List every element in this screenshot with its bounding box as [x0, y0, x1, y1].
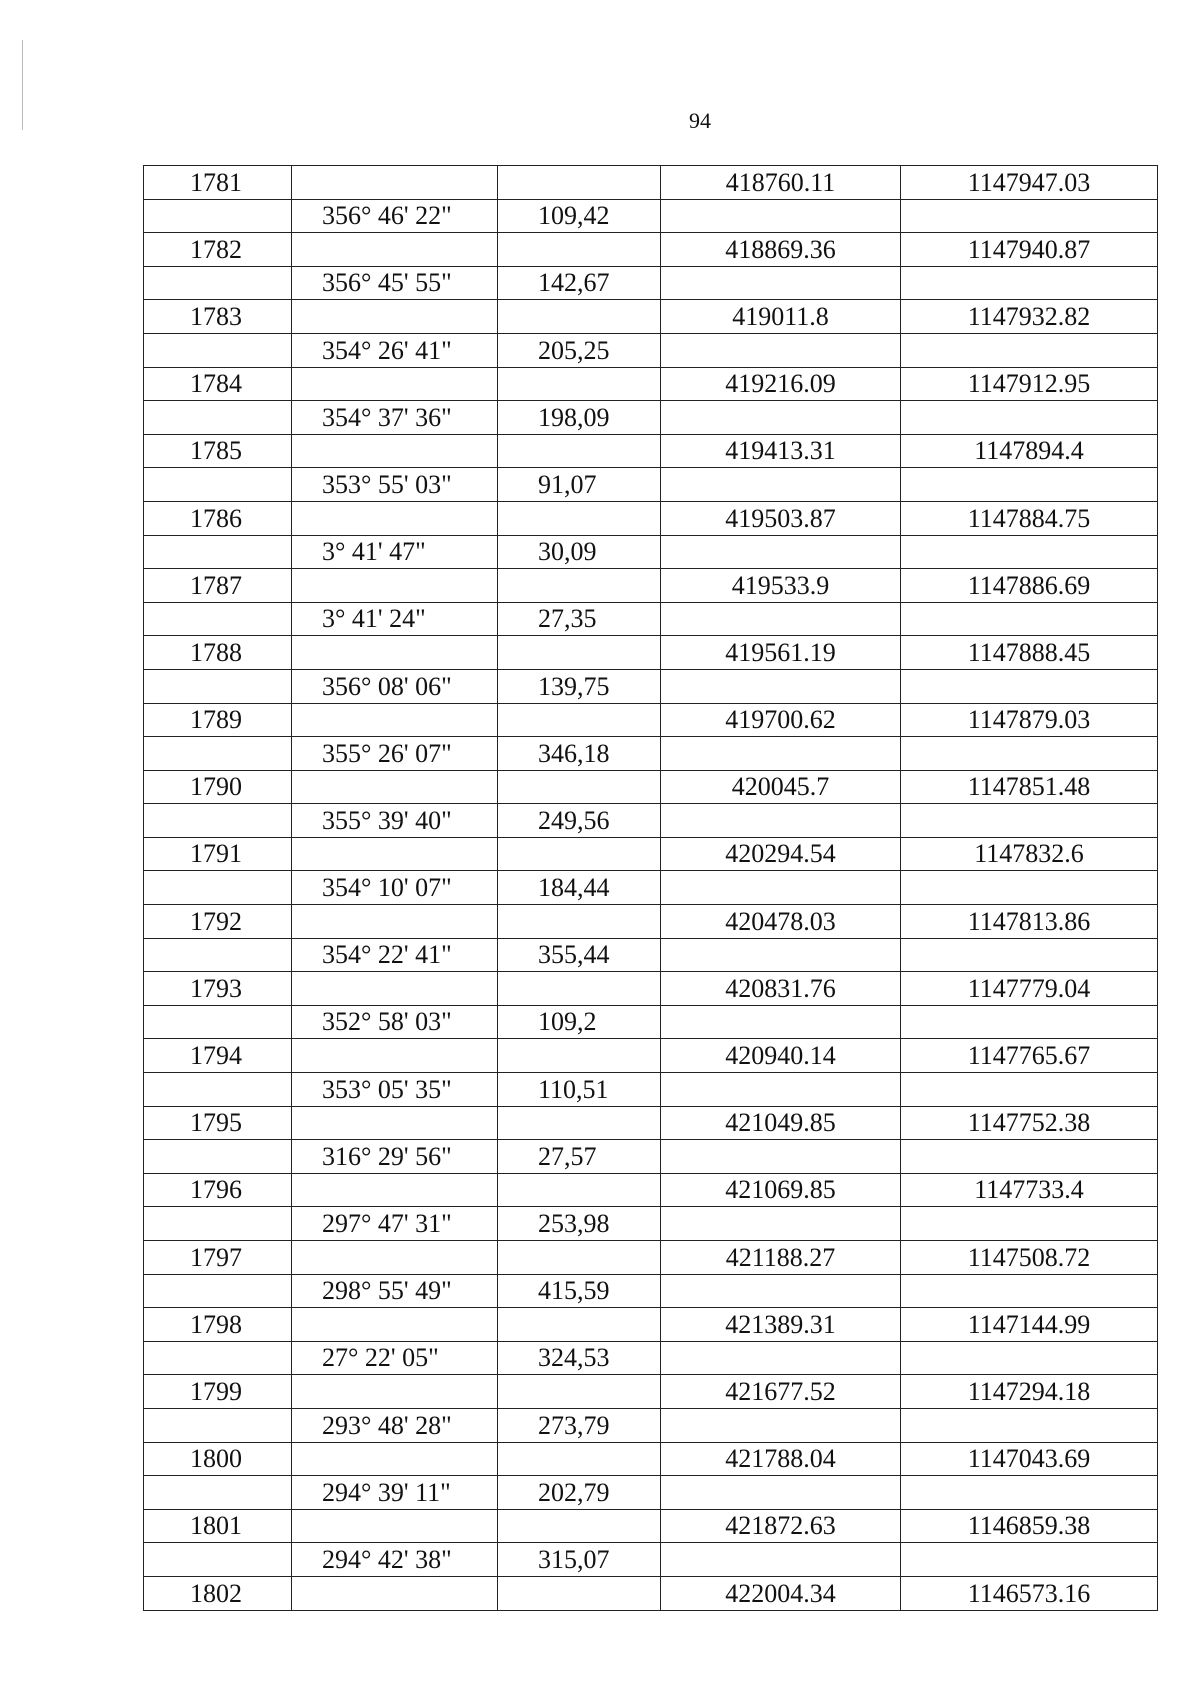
- x-coordinate-cell: 421788.04: [661, 1442, 901, 1476]
- distance-cell: 139,75: [498, 669, 661, 703]
- point-number-cell: 1793: [144, 972, 292, 1006]
- x-coordinate-cell: [661, 737, 901, 771]
- distance-cell: [498, 166, 661, 200]
- x-coordinate-cell: 419700.62: [661, 703, 901, 737]
- table-row: [144, 1241, 1158, 1275]
- distance-cell: [498, 1173, 661, 1207]
- y-coordinate-cell: [901, 1408, 1158, 1442]
- y-coordinate-cell: 1147733.4: [901, 1173, 1158, 1207]
- distance-cell: [498, 434, 661, 468]
- table-row: [144, 1375, 1158, 1409]
- direction-angle-cell: 353° 55' 03": [292, 468, 498, 502]
- point-number-cell: 1801: [144, 1509, 292, 1543]
- distance-cell: [498, 1442, 661, 1476]
- distance-cell: [498, 1308, 661, 1342]
- direction-angle-cell: 294° 39' 11": [292, 1476, 498, 1510]
- point-number-cell: [144, 1073, 292, 1107]
- table-row: [144, 1039, 1158, 1073]
- direction-angle-cell: [292, 1308, 498, 1342]
- table-row: [144, 1173, 1158, 1207]
- y-coordinate-cell: 1146573.16: [901, 1576, 1158, 1610]
- point-number-cell: [144, 669, 292, 703]
- direction-angle-cell: 293° 48' 28": [292, 1408, 498, 1442]
- point-number-cell: 1796: [144, 1173, 292, 1207]
- y-coordinate-cell: 1147813.86: [901, 905, 1158, 939]
- x-coordinate-cell: 420940.14: [661, 1039, 901, 1073]
- direction-angle-cell: 354° 26' 41": [292, 333, 498, 367]
- point-number-cell: [144, 1341, 292, 1375]
- x-coordinate-cell: [661, 333, 901, 367]
- x-coordinate-cell: 421049.85: [661, 1106, 901, 1140]
- point-number-cell: 1797: [144, 1241, 292, 1275]
- direction-angle-cell: 356° 08' 06": [292, 669, 498, 703]
- distance-cell: 109,2: [498, 1005, 661, 1039]
- x-coordinate-cell: 421872.63: [661, 1509, 901, 1543]
- point-number-cell: 1784: [144, 367, 292, 401]
- y-coordinate-cell: [901, 669, 1158, 703]
- y-coordinate-cell: [901, 1073, 1158, 1107]
- x-coordinate-cell: 419561.19: [661, 636, 901, 670]
- x-coordinate-cell: [661, 266, 901, 300]
- point-number-cell: [144, 1005, 292, 1039]
- y-coordinate-cell: [901, 1005, 1158, 1039]
- distance-cell: [498, 1106, 661, 1140]
- distance-cell: 27,35: [498, 602, 661, 636]
- table-body: [144, 166, 1158, 1611]
- table-row: [144, 569, 1158, 603]
- direction-angle-cell: [292, 434, 498, 468]
- y-coordinate-cell: 1147912.95: [901, 367, 1158, 401]
- table-row: [144, 871, 1158, 905]
- y-coordinate-cell: 1147043.69: [901, 1442, 1158, 1476]
- point-number-cell: 1802: [144, 1576, 292, 1610]
- y-coordinate-cell: [901, 1341, 1158, 1375]
- table-row: [144, 333, 1158, 367]
- y-coordinate-cell: [901, 804, 1158, 838]
- x-coordinate-cell: 420294.54: [661, 837, 901, 871]
- point-number-cell: 1798: [144, 1308, 292, 1342]
- point-number-cell: [144, 1476, 292, 1510]
- distance-cell: 324,53: [498, 1341, 661, 1375]
- x-coordinate-cell: 420045.7: [661, 770, 901, 804]
- table-row: [144, 972, 1158, 1006]
- table-row: [144, 434, 1158, 468]
- table-row: [144, 703, 1158, 737]
- distance-cell: 184,44: [498, 871, 661, 905]
- table-row: [144, 1476, 1158, 1510]
- distance-cell: [498, 501, 661, 535]
- distance-cell: 142,67: [498, 266, 661, 300]
- table-row: [144, 602, 1158, 636]
- x-coordinate-cell: 421069.85: [661, 1173, 901, 1207]
- direction-angle-cell: [292, 1375, 498, 1409]
- point-number-cell: [144, 1543, 292, 1577]
- direction-angle-cell: [292, 1442, 498, 1476]
- point-number-cell: 1790: [144, 770, 292, 804]
- table-row: [144, 1341, 1158, 1375]
- direction-angle-cell: 356° 46' 22": [292, 199, 498, 233]
- point-number-cell: [144, 266, 292, 300]
- distance-cell: [498, 233, 661, 267]
- y-coordinate-cell: [901, 938, 1158, 972]
- point-number-cell: [144, 535, 292, 569]
- point-number-cell: 1786: [144, 501, 292, 535]
- table-row: [144, 1274, 1158, 1308]
- point-number-cell: 1788: [144, 636, 292, 670]
- table-row: [144, 266, 1158, 300]
- table-row: [144, 905, 1158, 939]
- point-number-cell: [144, 333, 292, 367]
- distance-cell: [498, 367, 661, 401]
- point-number-cell: [144, 602, 292, 636]
- direction-angle-cell: 3° 41' 47": [292, 535, 498, 569]
- x-coordinate-cell: [661, 1274, 901, 1308]
- table-row: [144, 199, 1158, 233]
- direction-angle-cell: [292, 1241, 498, 1275]
- x-coordinate-cell: 421677.52: [661, 1375, 901, 1409]
- y-coordinate-cell: 1147144.99: [901, 1308, 1158, 1342]
- x-coordinate-cell: [661, 1140, 901, 1174]
- distance-cell: [498, 703, 661, 737]
- direction-angle-cell: 316° 29' 56": [292, 1140, 498, 1174]
- distance-cell: 30,09: [498, 535, 661, 569]
- y-coordinate-cell: 1147851.48: [901, 770, 1158, 804]
- y-coordinate-cell: [901, 1476, 1158, 1510]
- direction-angle-cell: 352° 58' 03": [292, 1005, 498, 1039]
- table-row: [144, 501, 1158, 535]
- y-coordinate-cell: [901, 602, 1158, 636]
- x-coordinate-cell: 419503.87: [661, 501, 901, 535]
- point-number-cell: 1800: [144, 1442, 292, 1476]
- y-coordinate-cell: [901, 871, 1158, 905]
- direction-angle-cell: [292, 636, 498, 670]
- point-number-cell: [144, 1408, 292, 1442]
- distance-cell: [498, 1241, 661, 1275]
- x-coordinate-cell: 421389.31: [661, 1308, 901, 1342]
- point-number-cell: 1789: [144, 703, 292, 737]
- table-row: [144, 233, 1158, 267]
- distance-cell: 27,57: [498, 1140, 661, 1174]
- table-row: [144, 1543, 1158, 1577]
- x-coordinate-cell: 419216.09: [661, 367, 901, 401]
- direction-angle-cell: 355° 39' 40": [292, 804, 498, 838]
- distance-cell: [498, 770, 661, 804]
- distance-cell: [498, 905, 661, 939]
- y-coordinate-cell: 1147294.18: [901, 1375, 1158, 1409]
- x-coordinate-cell: [661, 871, 901, 905]
- table-row: [144, 1576, 1158, 1610]
- distance-cell: [498, 1039, 661, 1073]
- direction-angle-cell: [292, 1509, 498, 1543]
- table-row: [144, 938, 1158, 972]
- table-row: [144, 1073, 1158, 1107]
- point-number-cell: [144, 804, 292, 838]
- table-row: [144, 636, 1158, 670]
- x-coordinate-cell: [661, 1408, 901, 1442]
- x-coordinate-cell: [661, 1207, 901, 1241]
- y-coordinate-cell: 1147894.4: [901, 434, 1158, 468]
- distance-cell: 273,79: [498, 1408, 661, 1442]
- point-number-cell: [144, 737, 292, 771]
- table-row: [144, 837, 1158, 871]
- point-number-cell: 1791: [144, 837, 292, 871]
- direction-angle-cell: 27° 22' 05": [292, 1341, 498, 1375]
- x-coordinate-cell: [661, 669, 901, 703]
- table-row: [144, 1408, 1158, 1442]
- direction-angle-cell: 3° 41' 24": [292, 602, 498, 636]
- y-coordinate-cell: 1146859.38: [901, 1509, 1158, 1543]
- distance-cell: 110,51: [498, 1073, 661, 1107]
- y-coordinate-cell: [901, 1140, 1158, 1174]
- y-coordinate-cell: [901, 199, 1158, 233]
- y-coordinate-cell: 1147879.03: [901, 703, 1158, 737]
- distance-cell: 109,42: [498, 199, 661, 233]
- direction-angle-cell: [292, 300, 498, 334]
- direction-angle-cell: [292, 1173, 498, 1207]
- point-number-cell: [144, 1140, 292, 1174]
- x-coordinate-cell: [661, 1073, 901, 1107]
- distance-cell: 415,59: [498, 1274, 661, 1308]
- y-coordinate-cell: 1147888.45: [901, 636, 1158, 670]
- direction-angle-cell: [292, 770, 498, 804]
- y-coordinate-cell: [901, 535, 1158, 569]
- point-number-cell: [144, 468, 292, 502]
- x-coordinate-cell: 419413.31: [661, 434, 901, 468]
- y-coordinate-cell: [901, 737, 1158, 771]
- direction-angle-cell: [292, 166, 498, 200]
- distance-cell: 355,44: [498, 938, 661, 972]
- distance-cell: [498, 569, 661, 603]
- distance-cell: [498, 972, 661, 1006]
- y-coordinate-cell: [901, 266, 1158, 300]
- distance-cell: [498, 837, 661, 871]
- x-coordinate-cell: 420831.76: [661, 972, 901, 1006]
- x-coordinate-cell: 422004.34: [661, 1576, 901, 1610]
- x-coordinate-cell: [661, 1341, 901, 1375]
- y-coordinate-cell: 1147884.75: [901, 501, 1158, 535]
- table-row: [144, 737, 1158, 771]
- point-number-cell: 1787: [144, 569, 292, 603]
- point-number-cell: 1792: [144, 905, 292, 939]
- x-coordinate-cell: 418760.11: [661, 166, 901, 200]
- direction-angle-cell: 353° 05' 35": [292, 1073, 498, 1107]
- direction-angle-cell: [292, 1576, 498, 1610]
- x-coordinate-cell: [661, 804, 901, 838]
- x-coordinate-cell: 419011.8: [661, 300, 901, 334]
- table-row: [144, 535, 1158, 569]
- direction-angle-cell: [292, 837, 498, 871]
- table-row: [144, 1005, 1158, 1039]
- table-row: [144, 468, 1158, 502]
- y-coordinate-cell: [901, 468, 1158, 502]
- table-row: [144, 1140, 1158, 1174]
- point-number-cell: [144, 199, 292, 233]
- x-coordinate-cell: [661, 1543, 901, 1577]
- distance-cell: 346,18: [498, 737, 661, 771]
- y-coordinate-cell: [901, 401, 1158, 435]
- direction-angle-cell: [292, 703, 498, 737]
- direction-angle-cell: [292, 501, 498, 535]
- table-row: [144, 1207, 1158, 1241]
- distance-cell: [498, 636, 661, 670]
- y-coordinate-cell: [901, 333, 1158, 367]
- direction-angle-cell: [292, 569, 498, 603]
- direction-angle-cell: [292, 367, 498, 401]
- distance-cell: 249,56: [498, 804, 661, 838]
- x-coordinate-cell: [661, 602, 901, 636]
- direction-angle-cell: 356° 45' 55": [292, 266, 498, 300]
- y-coordinate-cell: [901, 1207, 1158, 1241]
- point-number-cell: 1785: [144, 434, 292, 468]
- table-row: [144, 770, 1158, 804]
- y-coordinate-cell: 1147765.67: [901, 1039, 1158, 1073]
- coordinate-table: [143, 165, 1158, 1611]
- y-coordinate-cell: 1147508.72: [901, 1241, 1158, 1275]
- y-coordinate-cell: 1147947.03: [901, 166, 1158, 200]
- y-coordinate-cell: 1147779.04: [901, 972, 1158, 1006]
- direction-angle-cell: [292, 1039, 498, 1073]
- direction-angle-cell: 354° 22' 41": [292, 938, 498, 972]
- point-number-cell: 1781: [144, 166, 292, 200]
- x-coordinate-cell: 419533.9: [661, 569, 901, 603]
- x-coordinate-cell: [661, 199, 901, 233]
- y-coordinate-cell: 1147832.6: [901, 837, 1158, 871]
- distance-cell: 205,25: [498, 333, 661, 367]
- table-row: [144, 401, 1158, 435]
- point-number-cell: 1794: [144, 1039, 292, 1073]
- direction-angle-cell: [292, 1106, 498, 1140]
- x-coordinate-cell: 420478.03: [661, 905, 901, 939]
- distance-cell: 202,79: [498, 1476, 661, 1510]
- distance-cell: [498, 1509, 661, 1543]
- direction-angle-cell: 297° 47' 31": [292, 1207, 498, 1241]
- direction-angle-cell: [292, 972, 498, 1006]
- x-coordinate-cell: [661, 1005, 901, 1039]
- distance-cell: 315,07: [498, 1543, 661, 1577]
- distance-cell: [498, 1375, 661, 1409]
- table-row: [144, 1106, 1158, 1140]
- point-number-cell: 1795: [144, 1106, 292, 1140]
- table-row: [144, 166, 1158, 200]
- table-row: [144, 1308, 1158, 1342]
- x-coordinate-cell: 418869.36: [661, 233, 901, 267]
- direction-angle-cell: 355° 26' 07": [292, 737, 498, 771]
- table-row: [144, 804, 1158, 838]
- distance-cell: [498, 1576, 661, 1610]
- y-coordinate-cell: [901, 1274, 1158, 1308]
- direction-angle-cell: [292, 233, 498, 267]
- point-number-cell: [144, 871, 292, 905]
- point-number-cell: [144, 401, 292, 435]
- distance-cell: 253,98: [498, 1207, 661, 1241]
- point-number-cell: 1782: [144, 233, 292, 267]
- table-row: [144, 300, 1158, 334]
- y-coordinate-cell: 1147940.87: [901, 233, 1158, 267]
- direction-angle-cell: 354° 37' 36": [292, 401, 498, 435]
- y-coordinate-cell: 1147932.82: [901, 300, 1158, 334]
- point-number-cell: 1783: [144, 300, 292, 334]
- point-number-cell: 1799: [144, 1375, 292, 1409]
- direction-angle-cell: [292, 905, 498, 939]
- table-row: [144, 367, 1158, 401]
- x-coordinate-cell: [661, 401, 901, 435]
- table-row: [144, 669, 1158, 703]
- x-coordinate-cell: [661, 535, 901, 569]
- direction-angle-cell: 354° 10' 07": [292, 871, 498, 905]
- y-coordinate-cell: 1147752.38: [901, 1106, 1158, 1140]
- table-row: [144, 1509, 1158, 1543]
- x-coordinate-cell: [661, 1476, 901, 1510]
- x-coordinate-cell: 421188.27: [661, 1241, 901, 1275]
- point-number-cell: [144, 1274, 292, 1308]
- direction-angle-cell: 294° 42' 38": [292, 1543, 498, 1577]
- table-row: [144, 1442, 1158, 1476]
- x-coordinate-cell: [661, 938, 901, 972]
- direction-angle-cell: 298° 55' 49": [292, 1274, 498, 1308]
- x-coordinate-cell: [661, 468, 901, 502]
- point-number-cell: [144, 1207, 292, 1241]
- distance-cell: 91,07: [498, 468, 661, 502]
- distance-cell: 198,09: [498, 401, 661, 435]
- y-coordinate-cell: [901, 1543, 1158, 1577]
- page-number: 94: [689, 108, 711, 133]
- point-number-cell: [144, 938, 292, 972]
- y-coordinate-cell: 1147886.69: [901, 569, 1158, 603]
- distance-cell: [498, 300, 661, 334]
